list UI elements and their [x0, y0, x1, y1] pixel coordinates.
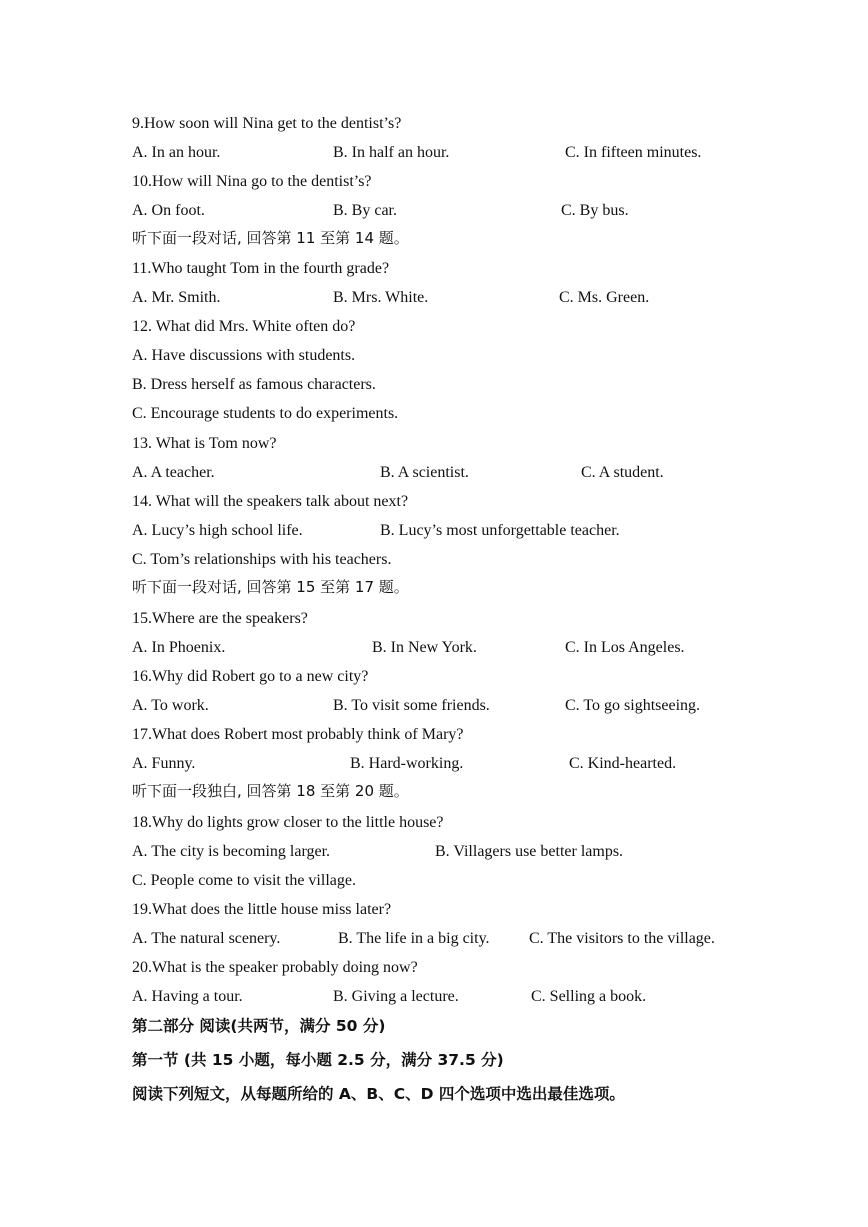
q9-option-a: A. In an hour. [132, 144, 221, 161]
q11-option-b: B. Mrs. White. [333, 289, 429, 306]
section-instruction-11-14: 听下面一段对话, 回答第 11 至第 14 题。 [132, 229, 409, 247]
q14-option-a: A. Lucy’s high school life. [132, 522, 303, 539]
section-1-heading: 第一节 (共 15 小题，每小题 2.5 分，满分 37.5 分) [132, 1051, 504, 1069]
question-11: 11.Who taught Tom in the fourth grade? [132, 260, 390, 277]
q10-option-a: A. On foot. [132, 202, 205, 219]
q13-option-b: B. A scientist. [380, 464, 469, 481]
q16-option-c: C. To go sightseeing. [565, 697, 701, 714]
question-20: 20.What is the speaker probably doing now? [132, 959, 418, 976]
q15-option-a: A. In Phoenix. [132, 639, 226, 656]
question-16: 16.Why did Robert go to a new city? [132, 668, 369, 685]
q16-option-b: B. To visit some friends. [333, 697, 490, 714]
question-10: 10.How will Nina go to the dentist’s? [132, 173, 372, 190]
q12-option-b: B. Dress herself as famous characters. [132, 376, 376, 393]
q9-option-c: C. In fifteen minutes. [565, 144, 702, 161]
q13-option-c: C. A student. [581, 464, 664, 481]
q11-option-c: C. Ms. Green. [559, 289, 650, 306]
q18-option-c: C. People come to visit the village. [132, 872, 356, 889]
question-17: 17.What does Robert most probably think of Mary? [132, 726, 464, 743]
q10-option-b: B. By car. [333, 202, 397, 219]
part-2-heading: 第二部分 阅读(共两节，满分 50 分) [132, 1017, 386, 1035]
section-instruction-15-17: 听下面一段对话, 回答第 15 至第 17 题。 [132, 578, 409, 596]
q20-option-c: C. Selling a book. [531, 988, 647, 1005]
q15-option-b: B. In New York. [372, 639, 477, 656]
reading-instruction: 阅读下列短文，从每题所给的 A、B、C、D 四个选项中选出最佳选项。 [132, 1085, 625, 1103]
q19-option-c: C. The visitors to the village. [529, 930, 715, 947]
q11-option-a: A. Mr. Smith. [132, 289, 221, 306]
question-15: 15.Where are the speakers? [132, 610, 308, 627]
q18-option-a: A. The city is becoming larger. [132, 843, 331, 860]
q9-option-b: B. In half an hour. [333, 144, 450, 161]
q10-option-c: C. By bus. [561, 202, 629, 219]
q15-option-c: C. In Los Angeles. [565, 639, 685, 656]
q14-option-b: B. Lucy’s most unforgettable teacher. [380, 522, 620, 539]
q19-option-a: A. The natural scenery. [132, 930, 281, 947]
q20-option-a: A. Having a tour. [132, 988, 243, 1005]
q20-option-b: B. Giving a lecture. [333, 988, 459, 1005]
question-13: 13. What is Tom now? [132, 435, 277, 452]
q18-option-b: B. Villagers use better lamps. [435, 843, 624, 860]
question-14: 14. What will the speakers talk about next? [132, 493, 409, 510]
q16-option-a: A. To work. [132, 697, 209, 714]
q17-option-a: A. Funny. [132, 755, 196, 772]
q17-option-c: C. Kind-hearted. [569, 755, 677, 772]
q19-option-b: B. The life in a big city. [338, 930, 490, 947]
question-18: 18.Why do lights grow closer to the little house? [132, 814, 444, 831]
section-instruction-18-20: 听下面一段独白, 回答第 18 至第 20 题。 [132, 782, 409, 800]
q17-option-b: B. Hard-working. [350, 755, 464, 772]
q12-option-a: A. Have discussions with students. [132, 347, 356, 364]
q12-option-c: C. Encourage students to do experiments. [132, 405, 399, 422]
question-12: 12. What did Mrs. White often do? [132, 318, 356, 335]
q14-option-c: C. Tom’s relationships with his teachers. [132, 551, 392, 568]
question-19: 19.What does the little house miss later? [132, 901, 392, 918]
question-9: 9.How soon will Nina get to the dentist’s? [132, 115, 402, 132]
q13-option-a: A. A teacher. [132, 464, 215, 481]
